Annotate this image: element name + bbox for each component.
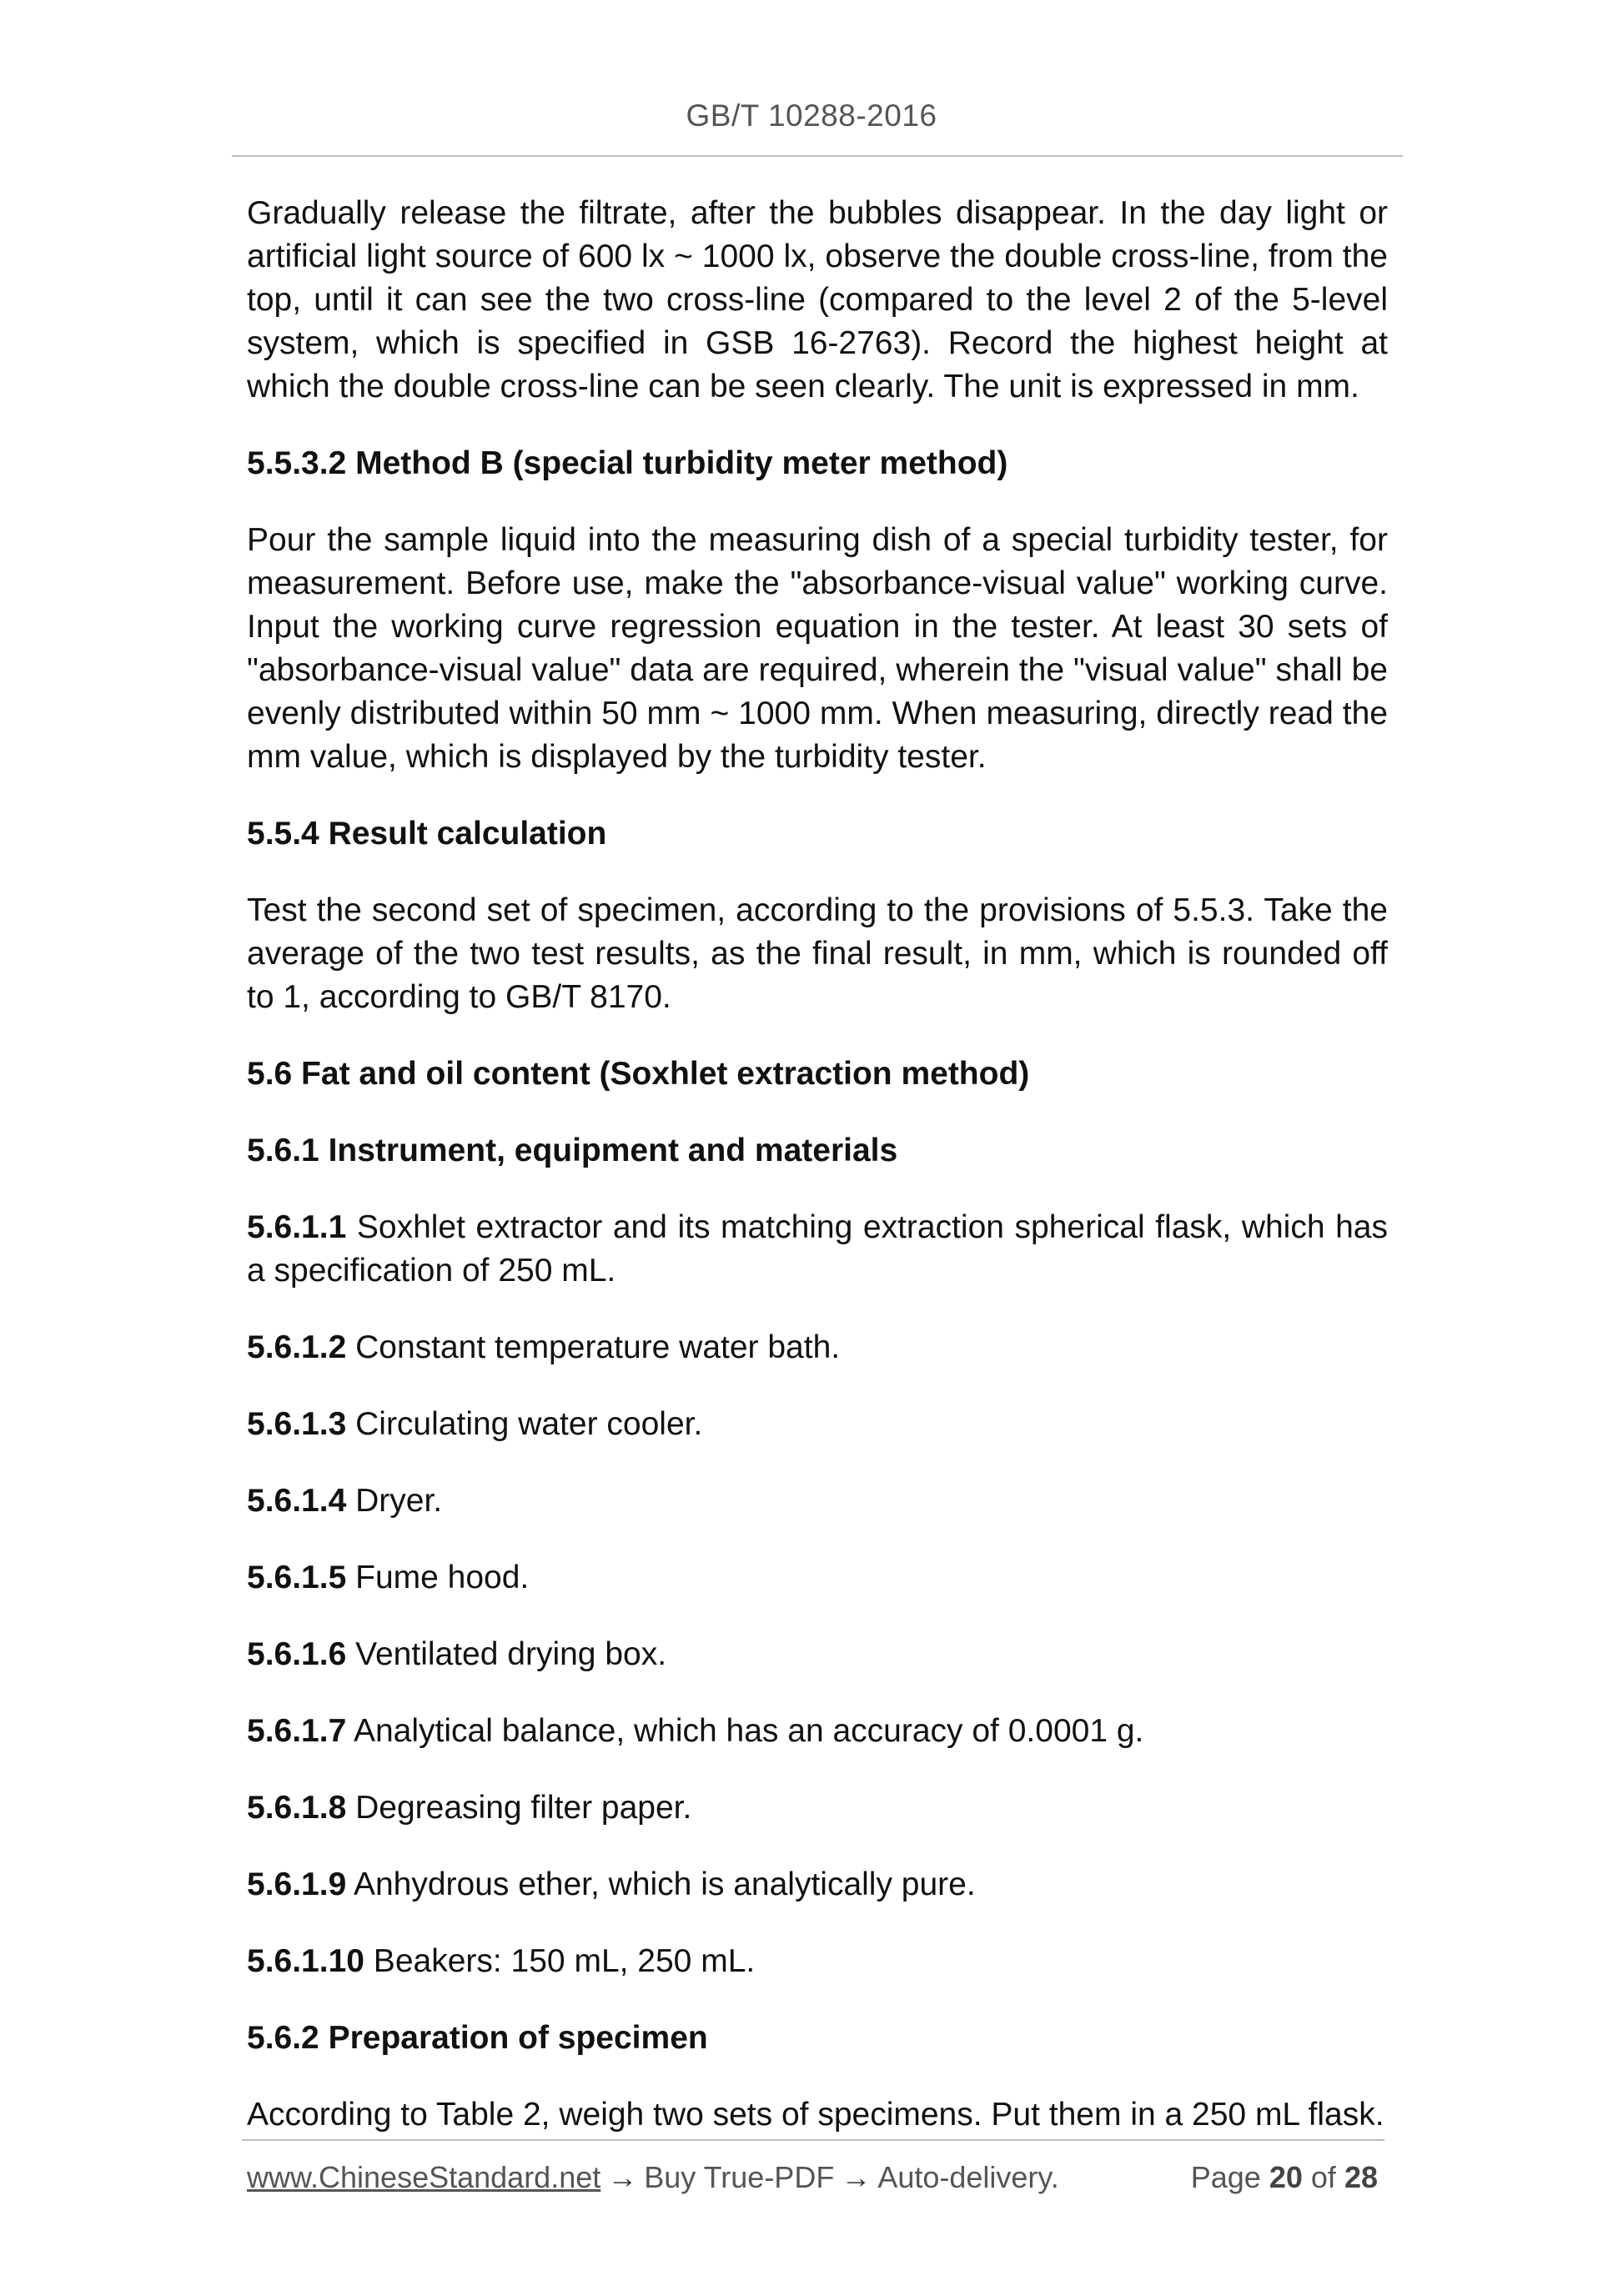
arrow-right-icon: → [841, 2160, 872, 2194]
paragraph-intro: Gradually release the filtrate, after the bubbles disappear. In the day light or artificial light source of 600 lx ~ 1000 lx, observe the double cross-line, from the top, until it can see the two cross-line (compared to the level 2 of the 5-level system, which is specified in GSB 16-2763). Record the highest height at which the double cross-line can be seen clearly. The unit is expressed in mm. [247, 195, 1388, 404]
list-item [247, 1403, 1388, 1446]
section-heading-5-6-2: 5.6.2 Preparation of specimen [247, 2020, 708, 2056]
section-heading-5-5-4: 5.5.4 Result calculation [247, 816, 607, 852]
page-word: Page [1190, 2160, 1261, 2194]
item-text: Fume hood. [346, 1560, 530, 1595]
paragraph-result-calculation: Test the second set of specimen, according to the provisions of 5.5.3. Take the average of the two test results, as the final result, in mm, which is rounded off to 1, according to GB/T 8170. [247, 892, 1388, 1015]
list-item [247, 1863, 1388, 1907]
item-text: Analytical balance, which has an accuracy of 0.0001 g. [346, 1713, 1144, 1749]
of-word: of [1310, 2160, 1336, 2194]
item-number: 5.6.1.3 [247, 1406, 347, 1442]
item-text: Circulating water cooler. [346, 1406, 703, 1442]
current-page-number: 20 [1269, 2160, 1303, 2194]
list-item [247, 1633, 1388, 1676]
list-item [247, 1786, 1388, 1830]
total-pages-number: 28 [1344, 2160, 1378, 2194]
item-number: 5.6.1.8 [247, 1790, 347, 1826]
paragraph-preparation: According to Table 2, weigh two sets of specimens. Put them in a 250 mL flask. [247, 2097, 1384, 2133]
item-number: 5.6.1.6 [247, 1636, 347, 1672]
list-item [247, 1710, 1388, 1753]
section-heading-5-5-3-2: 5.5.3.2 Method B (special turbidity meter method) [247, 445, 1008, 481]
item-text: Soxhlet extractor and its matching extraction spherical flask, which has a specification of 250 mL. [247, 1209, 1388, 1289]
item-text: Constant temperature water bath. [346, 1329, 841, 1365]
page-footer [247, 2160, 1378, 2202]
item-text: Ventilated drying box. [346, 1636, 667, 1672]
item-text: Anhydrous ether, which is analytically pure. [346, 1866, 976, 1902]
item-text: Degreasing filter paper. [346, 1790, 692, 1826]
list-item [247, 1206, 1388, 1293]
footer-divider [242, 2139, 1384, 2141]
website-link[interactable]: www.ChineseStandard.net [247, 2160, 601, 2194]
list-item [247, 1940, 1388, 1983]
list-item [247, 1326, 1388, 1369]
footer-promo [247, 2160, 1059, 2195]
arrow-right-icon: → [607, 2160, 638, 2194]
item-number: 5.6.1.9 [247, 1866, 347, 1902]
item-text: Dryer. [346, 1483, 443, 1519]
item-number: 5.6.1.5 [247, 1560, 347, 1595]
paragraph-method-b: Pour the sample liquid into the measuring dish of a special turbidity tester, for measurement. Before use, make the "absorbance-visual value" working curve. Input the working curve regression equation in the tester. At least 30 sets of "absorbance-visual value" data are required, wherein the "visual value" shall be evenly distributed within 50 mm ~ 1000 mm. When measuring, directly read the mm value, which is displayed by the turbidity tester. [247, 522, 1388, 775]
section-heading-5-6: 5.6 Fat and oil content (Soxhlet extraction method) [247, 1056, 1030, 1092]
item-number: 5.6.1.1 [247, 1209, 347, 1245]
delivery-text: Auto-delivery. [877, 2160, 1059, 2194]
list-item [247, 1556, 1388, 1600]
item-text: Beakers: 150 mL, 250 mL. [364, 1943, 756, 1979]
item-number: 5.6.1.7 [247, 1713, 347, 1749]
header-divider [232, 155, 1403, 157]
item-number: 5.6.1.2 [247, 1329, 347, 1365]
buy-text: Buy True-PDF [644, 2160, 835, 2194]
document-header-title: GB/T 10288-2016 [686, 98, 937, 133]
page-content [247, 192, 1388, 2170]
section-heading-5-6-1: 5.6.1 Instrument, equipment and materials [247, 1133, 898, 1168]
item-number: 5.6.1.10 [247, 1943, 364, 1979]
item-number: 5.6.1.4 [247, 1483, 347, 1519]
list-item [247, 1480, 1388, 1523]
page-indicator [1191, 2160, 1378, 2195]
